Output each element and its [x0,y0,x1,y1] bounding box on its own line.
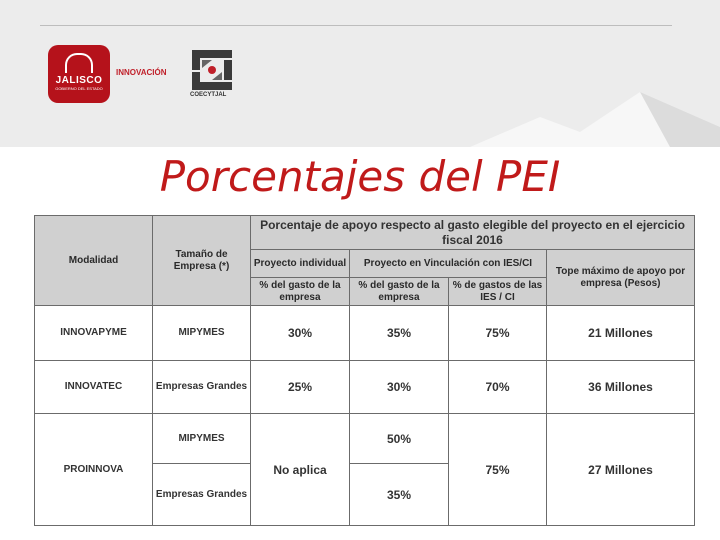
crest-icon [65,53,93,73]
cell-tamano: MIPYMES [153,306,251,361]
header-banner [0,0,720,147]
cell-individual: No aplica [251,414,350,526]
header-gasto-empresa-individual: % del gasto de la empresa [251,278,350,306]
cell-vinc-ies: 70% [449,361,547,414]
header-modalidad: Modalidad [35,216,153,306]
cell-tamano: Empresas Grandes [153,361,251,414]
slide-title: Porcentajes del PEI [159,152,561,201]
cell-individual: 25% [251,361,350,414]
cell-vinc-empresa: 50% [350,414,449,464]
innovacion-label: INNOVACIÓN [116,68,167,77]
cell-vinc-empresa: 35% [350,464,449,526]
header-tamano: Tamaño de Empresa (*) [153,216,251,306]
table-row [35,414,695,464]
cell-individual: 30% [251,306,350,361]
cell-vinc-empresa: 35% [350,306,449,361]
header-porcentaje-group: Porcentaje de apoyo respecto al gasto elegible del proyecto en el ejercicio fiscal 2016 [251,216,695,250]
cell-modalidad: PROINNOVA [35,414,153,526]
coecytjal-logo-icon [192,50,232,90]
cell-vinc-ies: 75% [449,306,547,361]
cell-modalidad: INNOVATEC [35,361,153,414]
header-gasto-ies: % de gastos de las IES / CI [449,278,547,306]
header-tope: Tope máximo de apoyo por empresa (Pesos) [547,250,695,306]
pei-table [34,215,695,526]
table-row [35,361,695,414]
header-proyecto-vinculacion: Proyecto en Vinculación con IES/CI [350,250,547,278]
cell-tope: 27 Millones [547,414,695,526]
coecytjal-label: COECYTJAL [190,92,227,98]
header-proyecto-individual: Proyecto individual [251,250,350,278]
cell-tamano: Empresas Grandes [153,464,251,526]
cell-tope: 36 Millones [547,361,695,414]
header-gasto-empresa-vinculacion: % del gasto de la empresa [350,278,449,306]
cell-tope: 21 Millones [547,306,695,361]
cell-vinc-empresa: 30% [350,361,449,414]
cell-vinc-ies: 75% [449,414,547,526]
jalisco-logo: JALISCO GOBIERNO DEL ESTADO [48,45,110,103]
table-row [35,306,695,361]
divider-line [40,25,672,26]
cell-modalidad: INNOVAPYME [35,306,153,361]
mountain-decoration [470,87,720,147]
cell-tamano: MIPYMES [153,414,251,464]
